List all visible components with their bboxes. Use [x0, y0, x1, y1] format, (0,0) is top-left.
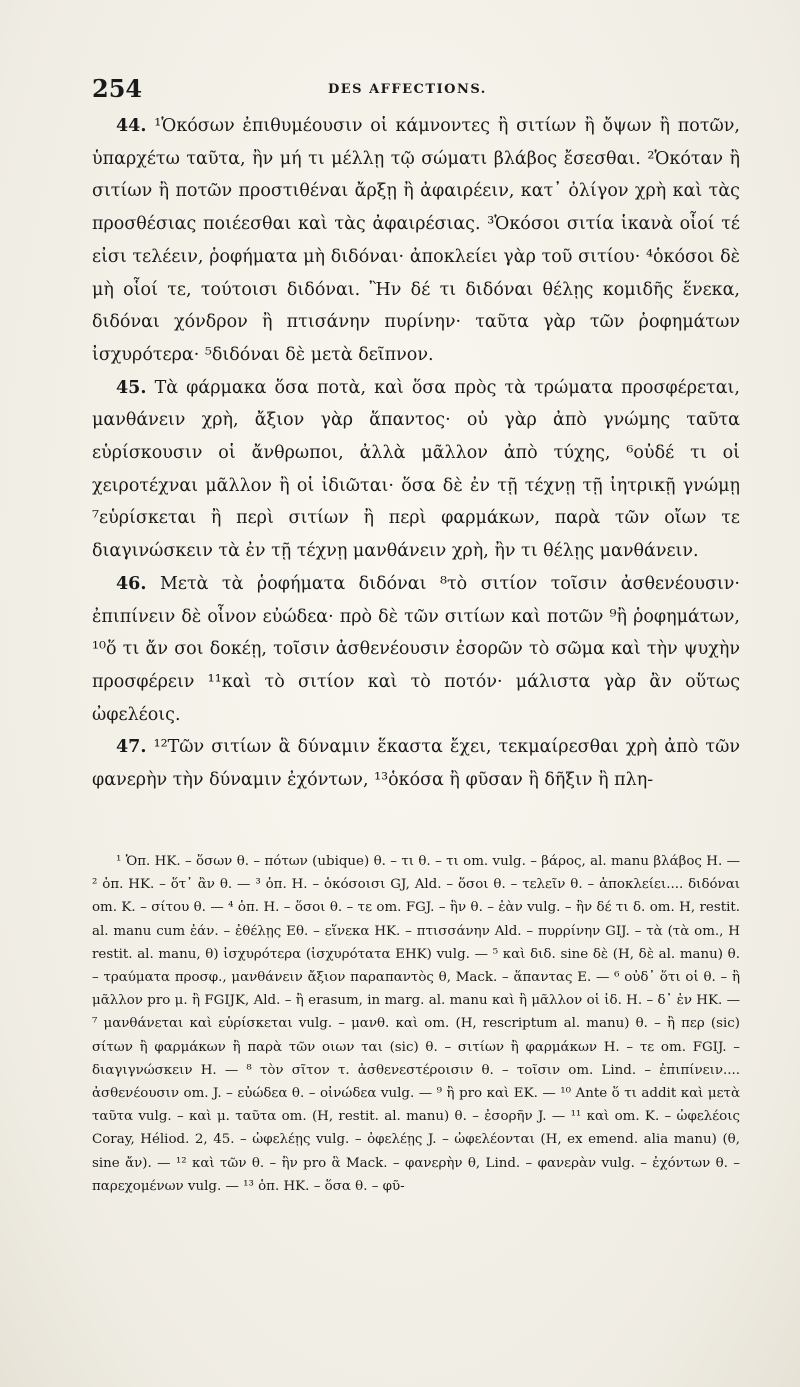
section-44: [92, 110, 740, 372]
section-47: [92, 731, 740, 796]
running-title: DES AFFECTIONS.: [328, 82, 487, 97]
section-number: 46.: [116, 573, 147, 594]
section-text: Μετὰ τὰ ῥοφήματα διδόναι ⁸τὸ σιτίον τοῖσιν ἀσθενέουσιν· ἐπιπίνειν δὲ οἶνον εὐώδεα· πρὸ δὲ τῶν σιτίων καὶ ποτῶν ⁹ἢ ῥοφημάτων, ¹⁰ὅ τι ἄν σοι δοκέῃ, τοῖσιν ἀσθενέουσιν ἐσορῶν τὸ σῶμα καὶ τὴν ψυχὴν προσφέρειν ¹¹καὶ τὸ σιτίον καὶ τὸ ποτόν· μάλιστα γὰρ ἂν οὕτως ὠφελέοις.: [92, 573, 740, 725]
section-text: Τὰ φάρμακα ὅσα ποτὰ, καὶ ὅσα πρὸς τὰ τρώματα προσφέρεται, μανθάνειν χρὴ, ἄξιον γὰρ ἅπαντος· οὐ γὰρ ἀπὸ γνώμης ταῦτα εὑρίσκουσιν οἱ ἄνθρωποι, ἀλλὰ μᾶλλον ἀπὸ τύχης, ⁶οὐδέ τι οἱ χειροτέχναι μᾶλλον ἢ οἱ ἰδιῶται· ὅσα δὲ ἐν τῇ τέχνῃ τῇ ἰητρικῇ γνώμῃ ⁷εὑρίσκεται ἢ περὶ σιτίων ἢ περὶ φαρμάκων, παρὰ τῶν οἴων τε διαγινώσκειν τὰ ἐν τῇ τέχνῃ μανθάνειν χρὴ, ἢν τι θέλῃς μανθάνειν.: [92, 377, 740, 562]
main-text: [92, 110, 740, 797]
section-number: 44.: [116, 116, 147, 136]
footnotes: [92, 850, 740, 1198]
section-number: 45.: [116, 377, 147, 398]
section-number: 47.: [116, 737, 147, 758]
section-45: [92, 372, 740, 568]
footnote-text: ¹ Ὁπ. HK. – ὅσων θ. – πότων (ubique) θ. – τι θ. – τι om. vulg. – βάρος, al. manu βλάβος H. — ² ὁπ. HK. – ὅτ᾽ ἂν θ. — ³ ὁπ. H. – ὁκόσοισι GJ, Ald. – ὅσοι θ. – τελεῖν θ. – ἀποκλείει.... διδόναι om. K. – σίτου θ. — ⁴ ὁπ. H. – ὅσοι θ. – τε om. FGJ. – ἢν θ. – ἐὰν vulg. – ἢν δέ τι δ. om. H, restit. al. manu cum ἐάν. – ἐθέλῃς Εθ. – εἵνεκα HK. – πτισσάνην Ald. – πυρρίνην GIJ. – τὰ (τὰ om., H restit. al. manu, θ) ἰσχυρότερα (ἰσχυρότατα EHK) vulg. — ⁵ καὶ διδ. sine δὲ (H, δὲ al. manu) θ. – τραύματα προσφ., μανθάνειν ἄξιον παραπαντὸς θ, Mack. – ἅπαντας E. — ⁶ οὐδ᾽ ὅτι οἱ θ. – ἢ μᾶλλον pro μ. ἢ FGIJK, Ald. – ἢ erasum, in marg. al. manu καὶ ἢ μᾶλλον οἱ ἰδ. H. – δ᾽ ἐν HK. — ⁷ μανθάνεται καὶ εὑρίσκεται vulg. – μανθ. καὶ om. (H, rescriptum al. manu) θ. – ἢ περ (sic) σίτων ἢ φαρμάκων ἢ παρὰ τῶν οιων ται (sic) θ. – σιτίων ἢ φαρμάκων H. – τε om. FGIJ. – διαγιγνώσκειν H. — ⁸ τὸν σῖτον τ. ἀσθενεστέροισιν θ. – τοῖσιν om. Lind. – ἐπιπίνειν.... ἀσθενέουσιν om. J. – εὐώδεα θ. – οἰνώδεα vulg. — ⁹ ἢ pro καὶ EK. — ¹⁰ Ante ὅ τι addit καὶ μετὰ ταῦτα vulg. – καὶ μ. ταῦτα om. (H, restit. al. manu) θ. – ἐσορῆν J. — ¹¹ καὶ om. K. – ὠφελέοις Coray, Héliod. 2, 45. – ὠφελέῃς vulg. – ὀφελέῃς J. – ὠφελέονται (H, ex emend. alia manu) (θ, sine ἄν). — ¹² καὶ τῶν θ. – ἢν pro ἃ Mack. – φανερὴν θ, Lind. – φανερὰν vulg. – ἐχόντων θ. – παρεχομένων vulg. — ¹³ ὁπ. HK. – ὅσα θ. – φῦ-: [92, 854, 740, 1194]
section-text: ¹²Τῶν σιτίων ἃ δύναμιν ἕκαστα ἔχει, τεκμαίρεσθαι χρὴ ἀπὸ τῶν φανερὴν τὴν δύναμιν ἐχόντων, ¹³ὁκόσα ἢ φῦσαν ἢ δῆξιν ἢ πλη-: [92, 737, 740, 791]
section-text: ¹Ὁκόσων ἐπιθυμέουσιν οἱ κάμνοντες ἢ σιτίων ἢ ὄψων ἢ ποτῶν, ὑπαρχέτω ταῦτα, ἢν μή τι μέλλῃ τῷ σώματι βλάβος ἔσεσθαι. ²Ὁκόταν ἢ σιτίων ἢ ποτῶν προστιθέναι ἄρξῃ ἢ ἀφαιρέειν, κατ᾽ ὀλίγον χρὴ καὶ τὰς προσθέσιας ποιέεσθαι καὶ τὰς ἀφαιρέσιας. ³Ὁκόσοι σιτία ἱκανὰ οἷοί τέ εἰσι τελέειν, ῥοφήματα μὴ διδόναι· ἀποκλείει γὰρ τοῦ σιτίου· ⁴ὁκόσοι δὲ μὴ οἷοί τε, τούτοισι διδόναι. Ἢν δέ τι διδόναι θέλῃς κομιδῆς ἕνεκα, διδόναι χόνδρον ἢ πτισάνην πυρίνην· ταῦτα γὰρ τῶν ῥοφημάτων ἰσχυρότερα· ⁵διδόναι δὲ μετὰ δεῖπνον.: [92, 116, 740, 365]
page-number: 254: [92, 74, 143, 103]
running-head: [92, 74, 732, 104]
section-46: [92, 568, 740, 732]
